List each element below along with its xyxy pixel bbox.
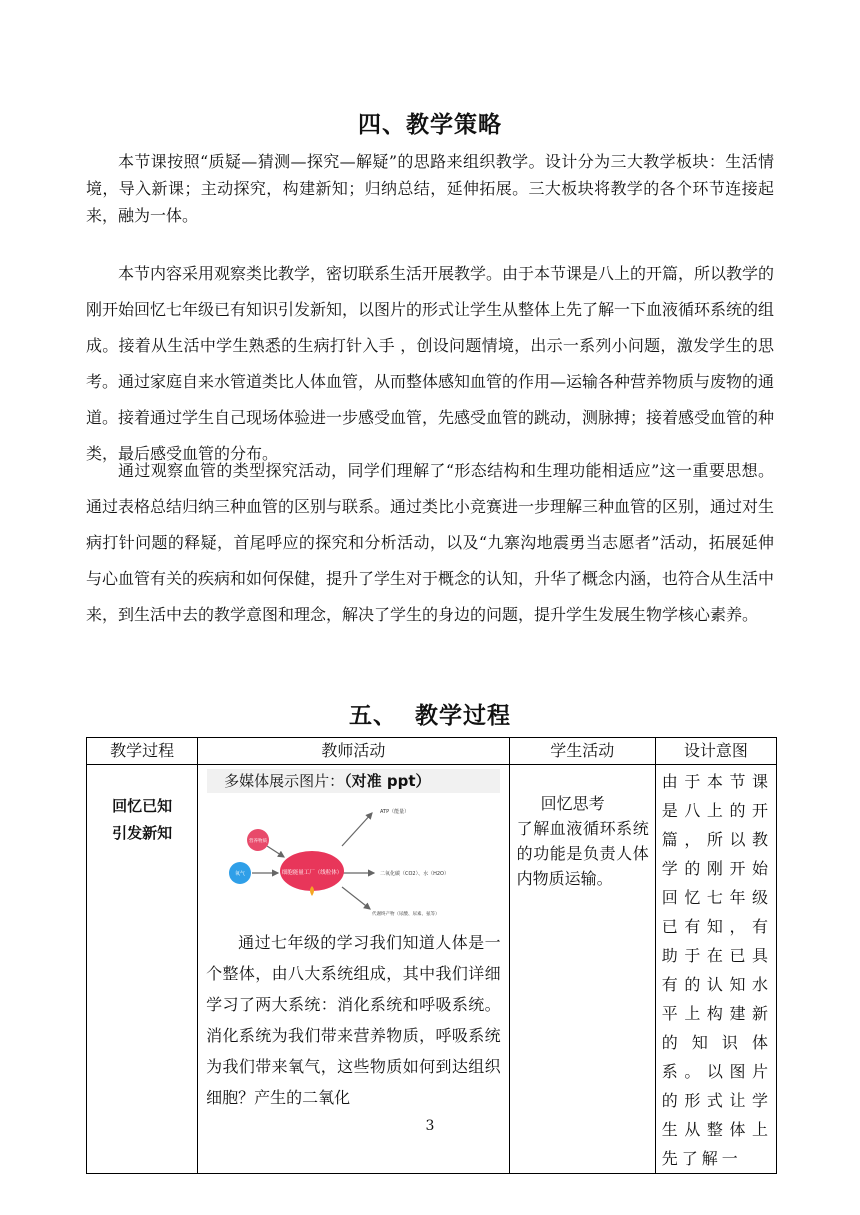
header-stage: 教学过程 bbox=[87, 738, 198, 765]
section-5-heading: 五、 教学过程 bbox=[348, 703, 511, 729]
student-activity-line-1: 回忆思考 bbox=[540, 794, 605, 813]
strategy-paragraph-1: 本节课按照“质疑—猜测—探究—解疑”的思路来组织教学。设计分为三大教学板块：生活情境，导入新课；主动探究，构建新知；归纳总结，延伸拓展。三大板块将教学的各个环节连接起来，融为一体。 bbox=[86, 152, 774, 225]
table-row bbox=[87, 765, 777, 1174]
waste-arrow bbox=[342, 887, 370, 909]
teaching-process-table bbox=[86, 737, 777, 1174]
header-design-intent: 设计意图 bbox=[655, 738, 776, 765]
atp-arrow bbox=[342, 813, 372, 846]
design-intent-cell bbox=[655, 765, 776, 1174]
nutrient-arrow bbox=[267, 846, 284, 857]
header-teacher-activity: 教师活动 bbox=[198, 738, 509, 765]
strategy-paragraph-3: 通过观察血管的类型探究活动，同学们理解了“形态结构和生理功能相适应”这一重要思想。通过表格总结归纳三种血管的区别与联系。通过类比小竞赛进一步理解三种血管的区别，通过对生病打针问题的释疑，首尾呼应的探究和分析活动，以及“九寨沟地震勇当志愿者”活动，拓展延伸与心血管有关的疾病和如何保健，提升了学生对于概念的认知，升华了概念内涵，也符合从生活中来，到生活中去的教学意图和理念，解决了学生的身边的问题，提升学生发展生物学核心素养。 bbox=[86, 461, 775, 624]
stage-line-1: 回忆已知 bbox=[112, 797, 173, 815]
student-activity-cell bbox=[509, 765, 655, 1174]
media-caption bbox=[207, 769, 499, 793]
teacher-activity-cell bbox=[198, 765, 509, 1174]
atp-label: ATP（能量） bbox=[380, 809, 410, 815]
student-activity-text: 了解血液循环系统的功能是负责人体内物质运输。 bbox=[516, 819, 649, 888]
stage-cell bbox=[87, 765, 198, 1174]
header-student-activity: 学生活动 bbox=[509, 738, 655, 765]
media-label: 多媒体展示图片： bbox=[224, 772, 345, 790]
co2-label: 二氧化碳（CO2）、水（H2O） bbox=[380, 871, 450, 877]
section-4-heading: 四、教学策略 bbox=[358, 112, 502, 138]
oxygen-node-label: 氧气 bbox=[235, 871, 246, 877]
nutrient-node-label: 营养物质 bbox=[249, 839, 268, 844]
center-node-label: 细胞能量工厂（线粒体） bbox=[281, 870, 343, 876]
table-header-row bbox=[87, 738, 777, 765]
teacher-activity-text: 通过七年级的学习我们知道人体是一个整体，由八大系统组成，其中我们详细学习了两大系统：消化系统和呼吸系统。消化系统为我们带来营养物质，呼吸系统为我们带来氧气，这些物质如何到达组织细胞？产生的二氧化 bbox=[206, 933, 501, 1107]
design-intent-text: 由于本节课是八上的开篇，所以教学的刚开始回忆七年级已有知，有助于在已具有的认知水平上构建新的知识体系。以图片的形式让学生从整体上先了解一 bbox=[661, 772, 772, 1168]
mitochondria-diagram bbox=[222, 801, 472, 917]
media-note: （对准 ppt） bbox=[344, 772, 431, 790]
strategy-paragraph-2: 本节内容采用观察类比教学，密切联系生活开展教学。由于本节课是八上的开篇，所以教学的刚开始回忆七年级已有知识引发新知，以图片的形式让学生从整体上先了解一下血液循环系统的组成。接着从生活中学生熟悉的生病打针入手 ，创设问题情境，出示一系列小问题，激发学生的思考。通过家庭自来水管道类比人体血管，从而整体感知血管的作用—运输各种营养物质与废物的通道。接着通过学生自己现场体验进一步感受血管，先感受血管的跳动，测脉搏；接着感受血管的种类，最后感受血管的分布。 bbox=[86, 264, 775, 463]
waste-label: 代谢终产物（尿酸、尿素、氨等） bbox=[372, 912, 440, 917]
page-number: 3 bbox=[425, 1118, 435, 1134]
stage-line-2: 引发新知 bbox=[112, 824, 173, 842]
